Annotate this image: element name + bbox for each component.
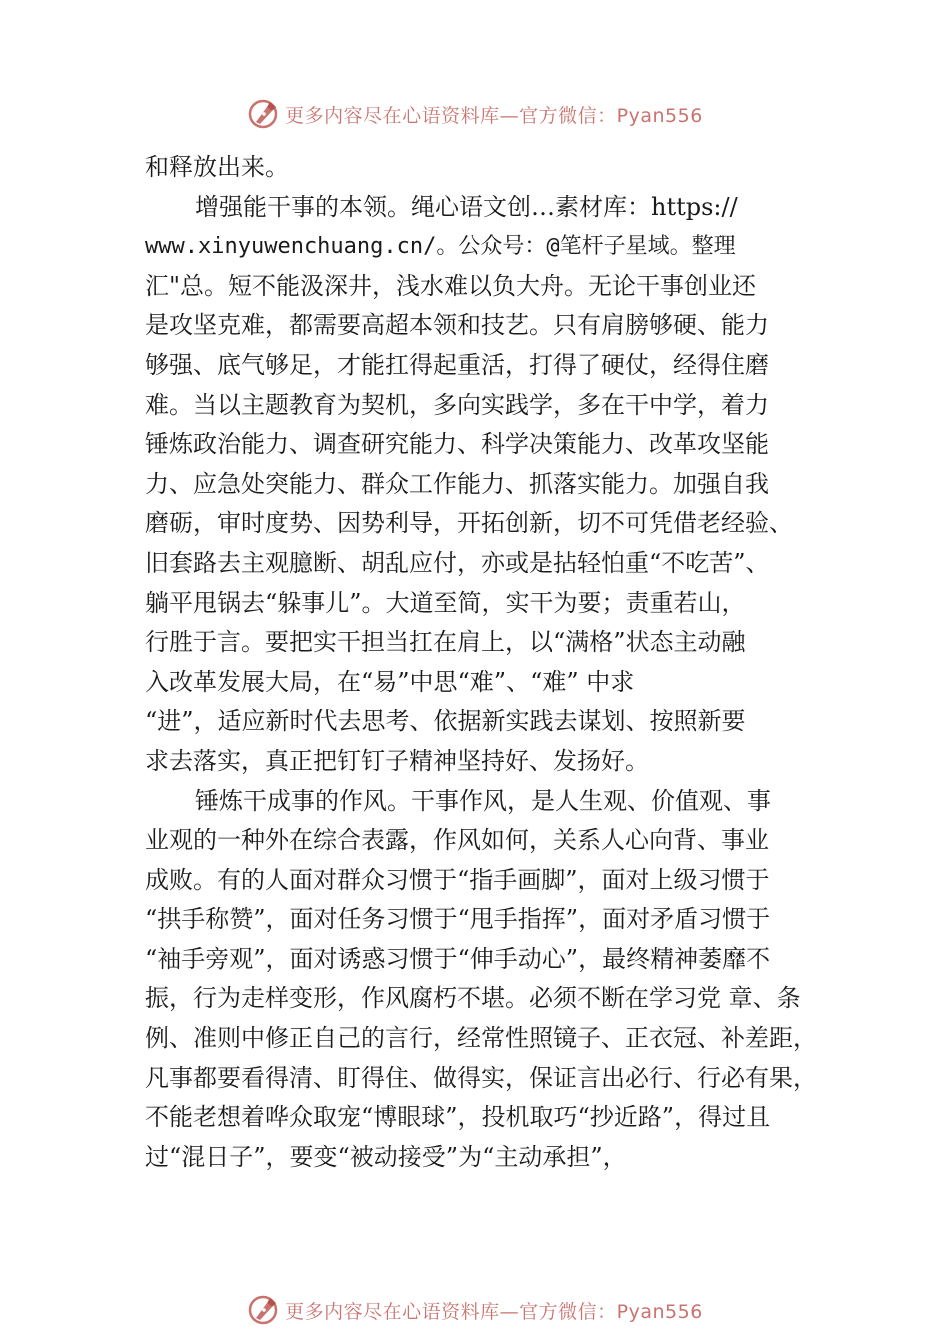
text-line: 入改革发展大局，在“易”中思“难”、“难” 中求 [145, 667, 635, 696]
text-line: 力、应急处突能力、群众工作能力、抓落实能力。加强自我 [145, 469, 769, 498]
pen-nib-logo-icon [247, 97, 281, 131]
text-line: 振，行为走样变形，作风腐朽不堪。必须不断在学习党 章、条 [145, 984, 801, 1013]
text-line: 锤炼政治能力、调查研究能力、科学决策能力、改革攻坚能 [145, 430, 769, 459]
document-body [145, 148, 845, 1177]
paragraph-start-line: 增强能干事的本领。绳心语文创…素材库：https:// [195, 192, 738, 221]
text-line: 磨砺，审时度势、因势利导，开拓创新，切不可凭借老经验、 [145, 509, 793, 538]
banner-text: 更多内容尽在心语资料库—官方微信：Pyan556 [285, 104, 703, 127]
text-line: 求去落实，真正把钉钉子精神坚持好、发扬好。 [145, 746, 649, 775]
pen-nib-logo-icon [247, 1293, 281, 1327]
text-line: 旧套路去主观臆断、胡乱应付，亦或是拈轻怕重“不吃苦”、 [145, 548, 770, 577]
text-line: “拱手称赞”，面对任务习惯于“甩手指挥”，面对矛盾习惯于 [145, 905, 771, 934]
paragraph-start-line: 锤炼干成事的作风。干事作风，是人生观、价值观、事 [195, 786, 771, 815]
text-line: “进”，适应新时代去思考、依据新实践去谋划、按照新要 [145, 707, 746, 736]
text-line: 业观的一种外在综合表露，作风如何，关系人心向背、事业 [145, 826, 769, 855]
banner-text: 更多内容尽在心语资料库—官方微信：Pyan556 [285, 1300, 703, 1323]
text-line: 够强、底气够足，才能扛得起重活，打得了硬仗，经得住磨 [145, 350, 769, 379]
text-line: 凡事都要看得清、盯得住、做得实，保证言出必行、行必有果， [145, 1063, 817, 1092]
footer-banner [0, 1290, 950, 1330]
text-line: 难。当以主题教育为契机，多向实践学，多在干中学，着力 [145, 390, 769, 419]
text-line: 行胜于言。要把实干担当扛在肩上，以“满格”状态主动融 [145, 628, 746, 657]
text-line: 不能老想着哗众取宠“博眼球”，投机取巧“抄近路”，得过且 [145, 1103, 771, 1132]
text-line: 躺平甩锅去“躲事儿”。大道至简，实干为要；责重若山， [145, 588, 746, 617]
text-line: 例、准则中修正自己的言行，经常性照镜子、正衣冠、补差距， [145, 1024, 817, 1053]
text-line: 汇"总。短不能汲深井，浅水难以负大舟。无论干事创业还 [145, 271, 757, 300]
text-line: 成败。有的人面对群众习惯于“指手画脚”，面对上级习惯于 [145, 865, 770, 894]
text-line: 和释放出来。 [145, 153, 289, 181]
header-banner [0, 94, 950, 134]
text-line: “袖手旁观”，面对诱惑习惯于“伸手动心”，最终精神萎靡不 [145, 944, 771, 973]
text-line: 过“混日子”，要变“被动接受”为“主动承担”， [145, 1142, 627, 1171]
text-line: 是攻坚克难，都需要高超本领和技艺。只有肩膀够硬、能力 [145, 311, 769, 340]
text-line: www.xinyuwenchuang.cn/。公众号：@笔杆子星域。整理 [145, 234, 736, 260]
